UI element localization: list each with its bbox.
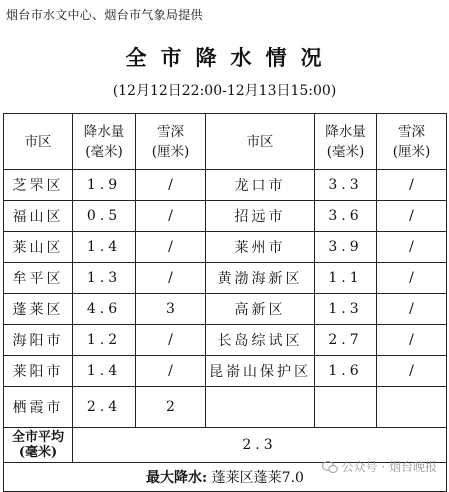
table-row: [4, 232, 447, 263]
district-cell: 高新区: [206, 294, 315, 325]
table-row: [4, 201, 447, 232]
table-row: [4, 294, 447, 325]
precip-cell: 1.3: [73, 263, 136, 294]
snow-cell: 2: [136, 387, 206, 428]
district-cell: 福山区: [4, 201, 73, 232]
district-cell: 莱州市: [206, 232, 315, 263]
district-cell: 海阳市: [4, 325, 73, 356]
table-row: [4, 356, 447, 387]
page-title: 全市降水情况: [125, 45, 336, 70]
header-precip-line1: 降水量: [83, 123, 125, 140]
average-label-line2: (毫米): [18, 445, 58, 460]
precipitation-table: [3, 113, 447, 492]
table-row: [4, 387, 447, 428]
average-value: 2.3: [73, 428, 447, 463]
watermark-text: 公众号 · 烟台晚报: [341, 460, 437, 474]
precip-cell: 1.4: [73, 232, 136, 263]
snow-cell: /: [136, 325, 206, 356]
snow-cell: /: [377, 263, 447, 294]
precip-cell: 3.9: [315, 232, 377, 263]
snow-cell: /: [377, 232, 447, 263]
district-cell: 栖霞市: [4, 387, 73, 428]
header-snow-left: [136, 114, 206, 170]
watermark: [322, 458, 437, 475]
snow-cell: [377, 387, 447, 428]
table-row: [4, 170, 447, 201]
snow-cell: /: [136, 201, 206, 232]
header-precip-right: [315, 114, 377, 170]
snow-cell: 3: [136, 294, 206, 325]
header-precip-line1: 降水量: [325, 123, 366, 140]
precip-cell: 0.5: [73, 201, 136, 232]
snow-cell: /: [136, 263, 206, 294]
district-cell: 昆嵛山保护区: [206, 356, 315, 387]
district-cell: 莱阳市: [4, 356, 73, 387]
precip-cell: 2.4: [73, 387, 136, 428]
district-cell: 招远市: [206, 201, 315, 232]
district-cell: 龙口市: [206, 170, 315, 201]
district-cell: 黄渤海新区: [206, 263, 315, 294]
precip-cell: 3.6: [315, 201, 377, 232]
precip-cell: 1.9: [73, 170, 136, 201]
table-header-row: [4, 114, 447, 170]
max-value: 蓬莱区蓬莱7.0: [211, 470, 304, 486]
precip-cell: 4.6: [73, 294, 136, 325]
header-district-right: 市区: [206, 114, 315, 170]
district-cell: 蓬莱区: [4, 294, 73, 325]
snow-cell: /: [136, 356, 206, 387]
header-district-left: 市区: [4, 114, 73, 170]
precip-cell: [315, 387, 377, 428]
precip-cell: 1.2: [73, 325, 136, 356]
max-label: 最大降水:: [146, 470, 208, 486]
snow-cell: /: [377, 294, 447, 325]
header-precip-line2: (毫米): [85, 143, 123, 160]
header-snow-line2: (厘米): [392, 143, 431, 160]
header-precip-line2: (毫米): [326, 143, 365, 160]
precip-cell: 2.7: [315, 325, 377, 356]
precip-cell: 1.3: [315, 294, 377, 325]
header-snow-line1: 雪深: [157, 123, 184, 140]
time-period: (12月12日22:00-12月13日15:00): [112, 83, 337, 99]
precip-cell: 1.4: [73, 356, 136, 387]
district-cell: 牟平区: [4, 263, 73, 294]
table-row: [4, 325, 447, 356]
precip-cell: 1.1: [315, 263, 377, 294]
source-note: 烟台市水文中心、烟台市气象局提供: [6, 8, 203, 22]
average-label-line1: 全市平均: [11, 430, 64, 445]
district-cell: 长岛综试区: [206, 325, 315, 356]
table-row: [4, 263, 447, 294]
snow-cell: /: [377, 356, 447, 387]
district-cell: 莱山区: [4, 232, 73, 263]
snow-cell: /: [136, 170, 206, 201]
precip-cell: 3.3: [315, 170, 377, 201]
snow-cell: /: [136, 232, 206, 263]
snow-cell: /: [377, 201, 447, 232]
header-snow-line2: (厘米): [151, 143, 190, 160]
header-snow-line1: 雪深: [398, 123, 425, 140]
snow-cell: /: [377, 325, 447, 356]
district-cell: [206, 387, 315, 428]
header-snow-right: [377, 114, 447, 170]
district-cell: 芝罘区: [4, 170, 73, 201]
average-label: [4, 428, 73, 463]
precip-cell: 1.6: [315, 356, 377, 387]
snow-cell: /: [377, 170, 447, 201]
header-precip-left: [73, 114, 136, 170]
wechat-icon: [322, 460, 338, 474]
